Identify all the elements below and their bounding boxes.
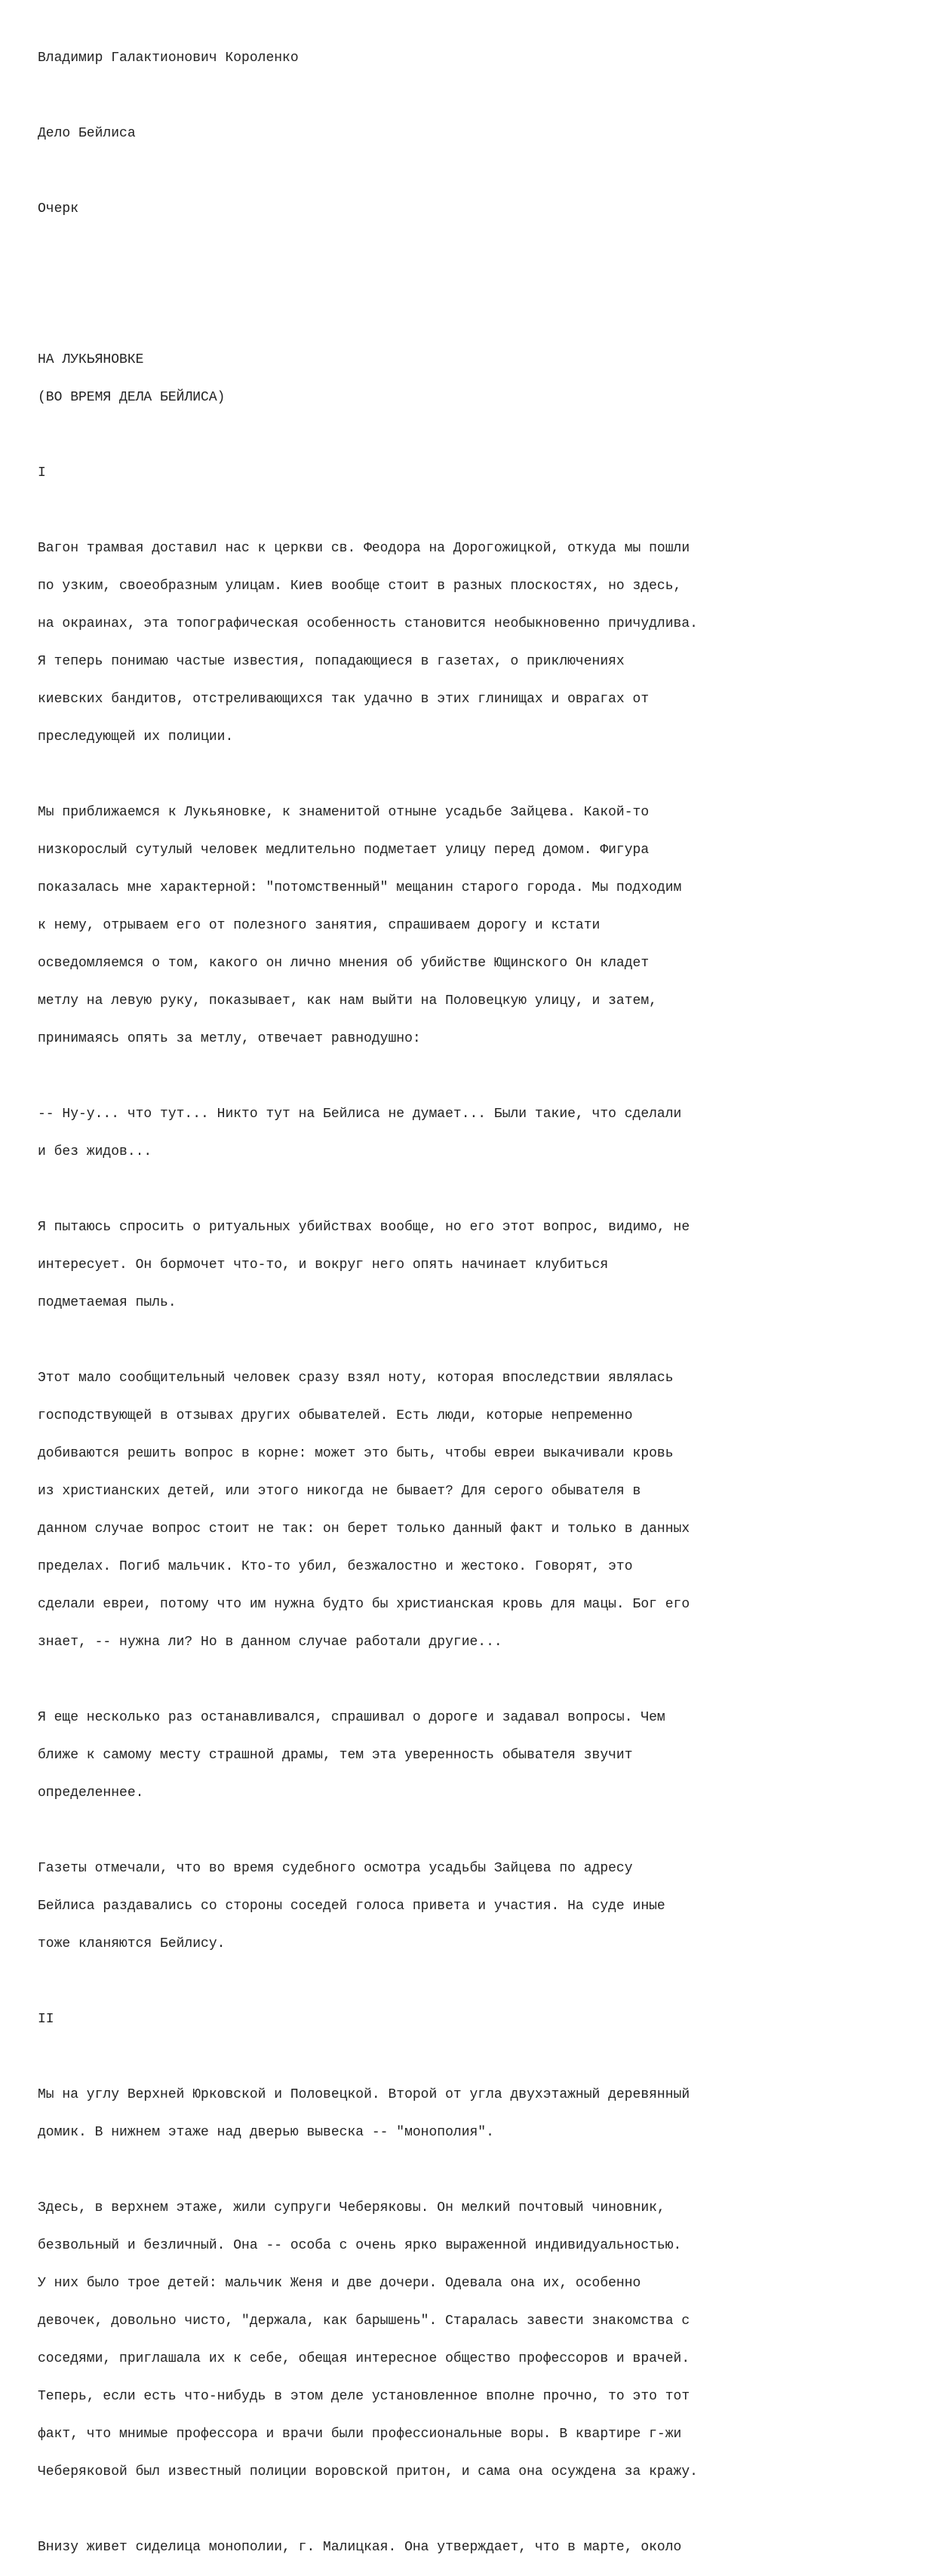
- paragraph-line: низкорослый сутулый человек медлительно подметает улицу перед домом. Фигура: [38, 843, 650, 858]
- paragraph-line: Мы на углу Верхней Юрковской и Половецкой. Второй от угла двухэтажный деревянный: [38, 2087, 690, 2102]
- paragraph-line: -- Ну-у... что тут... Никто тут на Бейлиса не думает... Были такие, что сделали: [38, 1107, 682, 1122]
- paragraph-line: ближе к самому месту страшной драмы, тем эта уверенность обывателя звучит: [38, 1748, 633, 1763]
- blank-line: [38, 1671, 905, 1690]
- section-subtitle: (ВО ВРЕМЯ ДЕЛА БЕЙЛИСА): [38, 390, 226, 405]
- paragraph-line: определеннее.: [38, 1785, 144, 1801]
- blank-line: [38, 1331, 905, 1350]
- paragraph-line: метлу на левую руку, показывает, как нам выйти на Половецкую улицу, и затем,: [38, 993, 657, 1009]
- paragraph-line: киевских бандитов, отстреливающихся так удачно в этих глинищах и оврагах от: [38, 692, 650, 707]
- paragraph-line: господствующей в отзывах других обывателей. Есть люди, которые непременно: [38, 1408, 633, 1423]
- paragraph-line: к нему, отрываем его от полезного занятия, спрашиваем дорогу и кстати: [38, 918, 601, 933]
- paragraph-line: Я пытаюсь спросить о ритуальных убийствах вообще, но его этот вопрос, видимо, не: [38, 1220, 690, 1235]
- paragraph-line: интересует. Он бормочет что-то, и вокруг него опять начинает клубиться: [38, 1257, 609, 1273]
- paragraph-line: сделали евреи, потому что им нужна будто бы христианская кровь для мацы. Бог его: [38, 1597, 690, 1612]
- paragraph-line: факт, что мнимые профессора и врачи были профессиональные воры. В квартире г-жи: [38, 2427, 682, 2442]
- blank-line: [38, 502, 905, 520]
- paragraph-line: Теперь, если есть что-нибудь в этом деле установленное вполне прочно, то это тот: [38, 2389, 690, 2404]
- paragraph-line: Я теперь понимаю частые известия, попадающиеся в газетах, о приключениях: [38, 654, 625, 669]
- blank-line: [38, 1067, 905, 1086]
- blank-line: [38, 1973, 905, 1991]
- paragraph-line: девочек, довольно чисто, "держала, как барышень". Старалась завести знакомства с: [38, 2313, 690, 2329]
- paragraph-line: Газеты отмечали, что во время судебного осмотра усадьбы Зайцева по адресу: [38, 1861, 633, 1876]
- paragraph-line: пределах. Погиб мальчик. Кто-то убил, безжалостно и жестоко. Говорят, это: [38, 1559, 633, 1574]
- author-line: Владимир Галактионович Короленко: [38, 51, 299, 66]
- genre-line: Очерк: [38, 201, 79, 216]
- blank-line: [38, 275, 905, 294]
- paragraph-line: Этот мало сообщительный человек сразу взял ноту, которая впоследствии являлась: [38, 1371, 674, 1386]
- paragraph-line: показалась мне характерной: "потомственный" мещанин старого города. Мы подходим: [38, 880, 682, 895]
- blank-line: [38, 2161, 905, 2180]
- paragraph-line: добиваются решить вопрос в корне: может это быть, чтобы евреи выкачивали кровь: [38, 1446, 674, 1461]
- blank-line: [38, 87, 905, 106]
- paragraph-line: безвольный и безличный. Она -- особа с очень ярко выраженной индивидуальностью.: [38, 2238, 682, 2253]
- blank-line: [38, 162, 905, 181]
- blank-line: [38, 426, 905, 445]
- paragraph-line: данном случае вопрос стоит не так: он берет только данный факт и только в данных: [38, 1521, 690, 1537]
- paragraph-line: тоже кланяются Бейлису.: [38, 1936, 226, 1951]
- chapter-heading: I: [38, 465, 46, 481]
- blank-line: [38, 1822, 905, 1841]
- paragraph-line: соседями, приглашала их к себе, обещая интересное общество профессоров и врачей.: [38, 2351, 690, 2366]
- chapter-heading: II: [38, 2012, 54, 2027]
- document-title: Дело Бейлиса: [38, 126, 136, 141]
- paragraph-line: Вагон трамвая доставил нас к церкви св. Феодора на Дорогожицкой, откуда мы пошли: [38, 541, 690, 556]
- paragraph-line: по узким, своеобразным улицам. Киев вообще стоит в разных плоскостях, но здесь,: [38, 579, 682, 594]
- paragraph-line: преследующей их полиции.: [38, 729, 234, 745]
- paragraph-line: Здесь, в верхнем этаже, жили супруги Чеберяковы. Он мелкий почтовый чиновник,: [38, 2200, 665, 2215]
- paragraph-line: Чеберяковой был известный полиции воровской притон, и сама она осуждена за кражу.: [38, 2464, 698, 2479]
- paragraph-line: и без жидов...: [38, 1144, 152, 1159]
- paragraph-line: на окраинах, эта топографическая особенность становится необыкновенно причудлива.: [38, 616, 698, 631]
- paragraph-line: домик. В нижнем этаже над дверью вывеска -- "монополия".: [38, 2125, 494, 2140]
- blank-line: [38, 313, 905, 332]
- paragraph-line: подметаемая пыль.: [38, 1295, 177, 1310]
- document-page: [38, 30, 905, 2576]
- paragraph-line: принимаясь опять за метлу, отвечает равнодушно:: [38, 1031, 421, 1046]
- paragraph-line: из христианских детей, или этого никогда не бывает? Для серого обывателя в: [38, 1484, 641, 1499]
- paragraph-line: Бейлиса раздавались со стороны соседей голоса привета и участия. На суде иные: [38, 1899, 665, 1914]
- blank-line: [38, 1181, 905, 1199]
- paragraph-line: Я еще несколько раз останавливался, спрашивал о дороге и задавал вопросы. Чем: [38, 1710, 665, 1725]
- paragraph-line: знает, -- нужна ли? Но в данном случае работали другие...: [38, 1635, 502, 1650]
- paragraph-line: Мы приближаемся к Лукьяновке, к знаменитой отныне усадьбе Зайцева. Какой-то: [38, 805, 650, 820]
- section-title: НА ЛУКЬЯНОВКЕ: [38, 352, 144, 367]
- blank-line: [38, 766, 905, 784]
- blank-line: [38, 2048, 905, 2067]
- paragraph-line: осведомляемся о том, какого он лично мнения об убийстве Ющинского Он кладет: [38, 956, 650, 971]
- blank-line: [38, 238, 905, 256]
- paragraph-line: У них было трое детей: мальчик Женя и две дочери. Одевала она их, особенно: [38, 2276, 641, 2291]
- paragraph-line: Внизу живет сиделица монополии, г. Малицкая. Она утверждает, что в марте, около: [38, 2540, 682, 2555]
- blank-line: [38, 2501, 905, 2519]
